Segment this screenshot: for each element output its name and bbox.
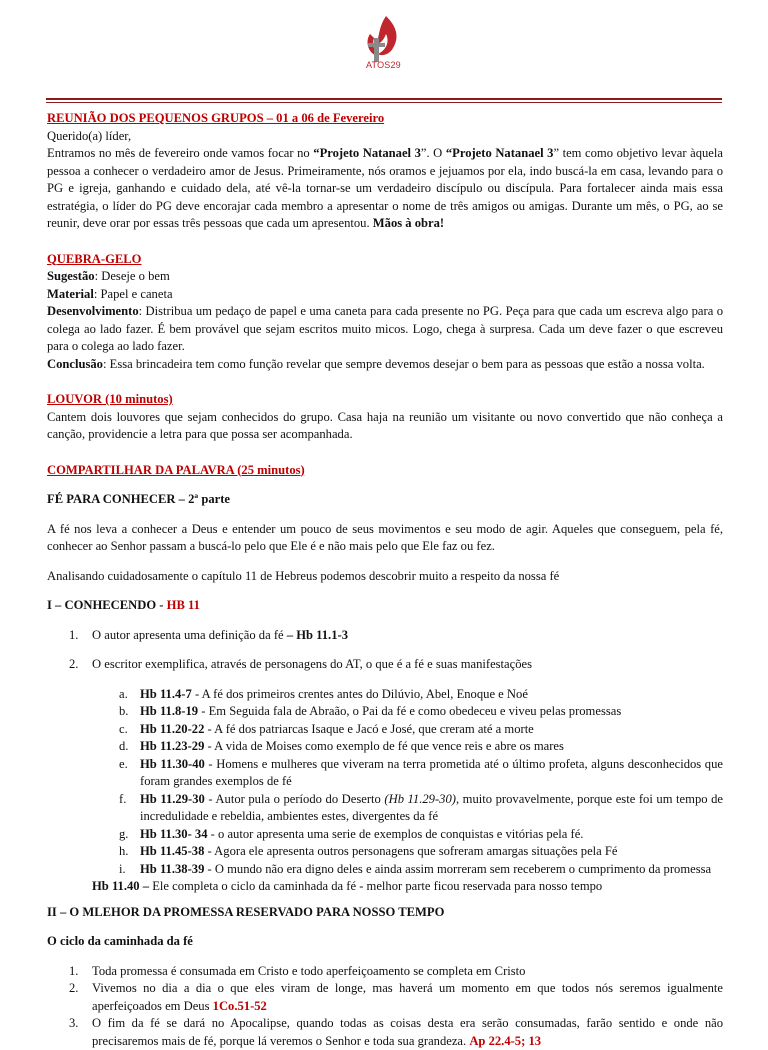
section2-item-3	[47, 1015, 723, 1050]
intro-text-3: ” tem como objetivo levar àquela pessoa a conhecer o verdadeiro amor de Jesus. Primeiramente, nós oramos e jejuamos por ela, indo buscá-la em casa, levando para o PG e igreja, ganhando e cuidado dela, até vê-la tornar-se um verdadeiro discípulo ou discípula. Para fortalecer ainda mais essa estratégia, o líder do PG deve encorajar cada membro a apresentar o nome de três amigos ou amigas. Durante um mês, o PG, ao se reunir, deve orar por essas três pessoas que cada um apresentou.	[47, 146, 723, 230]
subitem-ref: Hb 11.38-39	[140, 861, 205, 876]
icebreaker-conclusion	[47, 356, 723, 374]
intro-paragraph	[47, 145, 723, 233]
icebreaker-development	[47, 303, 723, 356]
subitem-letter: c.	[119, 721, 128, 736]
subitem-f	[47, 791, 723, 826]
project-name-1: “Projeto Natanael 3	[313, 146, 421, 160]
meeting-title: REUNIÃO DOS PEQUENOS GRUPOS – 01 a 06 de Fevereiro	[47, 111, 385, 125]
subitem-letter: g.	[119, 826, 129, 841]
item-ref: 1Co.51-52	[212, 998, 267, 1013]
subitem-ref: Hb 11.30-40	[140, 756, 205, 771]
subitem-letter: b.	[119, 704, 129, 718]
greeting: Querido(a) líder,	[47, 128, 132, 143]
subitem-d	[47, 738, 723, 756]
item-ref: Ap 22.4-5; 13	[469, 1033, 542, 1048]
closing-ref: Hb 11.40 –	[92, 879, 150, 893]
item-text: O fim da fé se dará no Apocalipse, quando todas as coisas desta era serão consumadas, farão sentido e onde não precisaremos mais de fé, porque lá veremos o Senhor e toda sua grandeza.	[92, 1016, 723, 1048]
subitem-letter: e.	[119, 756, 128, 771]
material-label: Material	[47, 286, 94, 301]
word-paragraph-2: Analisando cuidadosamente o capítulo 11 de Hebreus podemos descobrir muito a respeito da nossa fé	[47, 568, 560, 583]
suggestion-label: Sugestão	[47, 269, 95, 283]
project-name-2: “Projeto Natanael 3	[445, 146, 554, 160]
item-number: 1.	[69, 627, 79, 642]
development-text: : Distribua um pedaço de papel e uma caneta para cada presente no PG. Peça para que cada um escreva algo para o colega ao lado fazer. É bem provável que sejam escritos muito micos. Logo, chega à surpresa. Cada um deve fazer o que escreveu para o colega ao lado fazer.	[47, 304, 723, 353]
section2-subtitle: O ciclo da caminhada da fé	[47, 934, 193, 948]
document-body	[47, 110, 723, 1050]
subitem-ref: Hb 11.20-22	[140, 721, 205, 736]
section2-title: II – O MLEHOR DA PROMESSA RESERVADO PARA NOSSO TEMPO	[47, 904, 445, 919]
subitem-ref: Hb 11.45-38	[140, 844, 205, 858]
word-subtitle: FÉ PARA CONHECER – 2ª parte	[47, 492, 230, 506]
word-title: COMPARTILHAR DA PALAVRA (25 minutos)	[47, 462, 305, 477]
suggestion-text: : Deseje o bem	[94, 269, 170, 283]
item-text: O autor apresenta uma definição da fé	[92, 627, 287, 642]
item-number: 1.	[69, 963, 79, 978]
intro-text-1: Entramos no mês de fevereiro onde vamos focar no	[47, 146, 314, 160]
worship-title: LOUVOR (10 minutos)	[47, 392, 173, 406]
subitem-text: - Em Seguida fala de Abraão, o Pai da fé e como obedeceu e viveu pelas promessas	[198, 704, 622, 718]
closing-text: Ele completa o ciclo da caminhada da fé - melhor parte ficou reservada para nosso tempo	[149, 879, 603, 893]
icebreaker-title: QUEBRA-GELO	[47, 251, 142, 266]
subitem-ref: Hb 11.29-30	[140, 791, 205, 806]
subitem-letter: a.	[119, 686, 128, 701]
item-text: Toda promessa é consumada em Cristo e todo aperfeiçoamento se completa em Cristo	[92, 963, 526, 978]
subitem-ref: Hb 11.30- 34	[140, 826, 208, 841]
icebreaker-suggestion	[47, 268, 723, 286]
call-to-action: Mãos à obra!	[372, 216, 445, 230]
section1-title	[47, 597, 723, 615]
subitem-text: - o autor apresenta uma serie de exemplos de conquistas e vitórias pela fé.	[207, 826, 584, 841]
header-rule-thick	[46, 98, 722, 100]
section1-title-text: I – CONHECENDO -	[47, 598, 167, 612]
subitem-a	[47, 686, 723, 704]
section1-subitems	[47, 686, 723, 879]
subitem-letter: f.	[119, 791, 127, 806]
item-number: 2.	[69, 981, 79, 995]
subitem-text: - Autor pula o período do Deserto	[204, 791, 385, 806]
header-rule-thin	[46, 102, 722, 103]
subitem-text: - O mundo não era digno deles e ainda assim morreram sem receberem o cumprimento da promessa	[204, 861, 712, 876]
section1-item-2	[47, 656, 723, 674]
material-text: : Papel e caneta	[93, 286, 173, 301]
subitem-ref: Hb 11.8-19	[140, 704, 199, 718]
section1-item-1	[47, 627, 723, 645]
subitem-text: - Homens e mulheres que viveram na terra prometida até o último profeta, alguns desconhecidos que foram grandes exemplos de fé	[140, 756, 723, 788]
section1-ref: HB 11	[166, 598, 200, 612]
conclusion-label: Conclusão	[47, 356, 103, 371]
item-ref: – Hb 11.1-3	[286, 627, 348, 642]
subitem-text: - A vida de Moises como exemplo de fé que vence reis e abre os mares	[204, 739, 564, 753]
subitem-text: - A fé dos patriarcas Isaque e Jacó e José, que creram até a morte	[204, 721, 534, 736]
icebreaker-material	[47, 286, 723, 304]
subitem-i	[47, 861, 723, 879]
subitem-g	[47, 826, 723, 844]
subitem-letter: i.	[119, 861, 126, 876]
section2-item-2	[47, 980, 723, 1015]
development-label: Desenvolvimento	[47, 304, 139, 318]
subitem-b	[47, 703, 723, 721]
subitem-ref: Hb 11.23-29	[140, 739, 205, 753]
subitem-c	[47, 721, 723, 739]
section2-item-1	[47, 963, 723, 981]
intro-text-2: ”. O	[420, 146, 446, 160]
subitem-text-2: , muito provavelmente, porque este foi um tempo de incredulidade e rebeldia, ambientes estes, divergentes da fé	[140, 791, 723, 823]
subitem-text: - A fé dos primeiros crentes antes do Dilúvio, Abel, Enoque e Noé	[191, 686, 528, 701]
subitem-letter: d.	[119, 739, 129, 753]
subitem-letter: h.	[119, 844, 129, 858]
item-text: Vivemos no dia a dia o que eles viram de longe, mas haverá um momento em que todos nós seremos igualmente aperfeiçoados em Deus	[92, 981, 723, 1013]
word-paragraph-1: A fé nos leva a conhecer a Deus e entender um pouco de seus movimentos e seu modo de agir. Aqueles que conseguem, pela fé, conhecer ao Senhor passam a buscá-lo pelo que Ele é e não mais pelo que Ele faz ou fez.	[47, 521, 723, 553]
item-number: 2.	[69, 657, 79, 671]
section1-closing	[47, 878, 723, 896]
item-text: O escritor exemplifica, através de personagens do AT, o que é a fé e suas manifestações	[92, 657, 533, 671]
subitem-ref: Hb 11.4-7	[140, 686, 192, 701]
subitem-e	[47, 756, 723, 791]
atos29-logo	[362, 14, 406, 72]
subitem-text: - Agora ele apresenta outros personagens que sofreram amargas situações pela Fé	[204, 844, 618, 858]
worship-text: Cantem dois louvores que sejam conhecidos do grupo. Casa haja na reunião um visitante ou novo convertido que não conheça a canção, providencie a letra para que possa ser acompanhada.	[47, 409, 723, 441]
item-number: 3.	[69, 1016, 79, 1030]
logo-text: ATOS29	[366, 60, 401, 70]
subitem-h	[47, 843, 723, 861]
conclusion-text: : Essa brincadeira tem como função revelar que sempre devemos desejar o bem para as pessoas que estão a nossa volta.	[102, 356, 705, 371]
subitem-italic-ref: (Hb 11.29-30)	[384, 791, 456, 806]
